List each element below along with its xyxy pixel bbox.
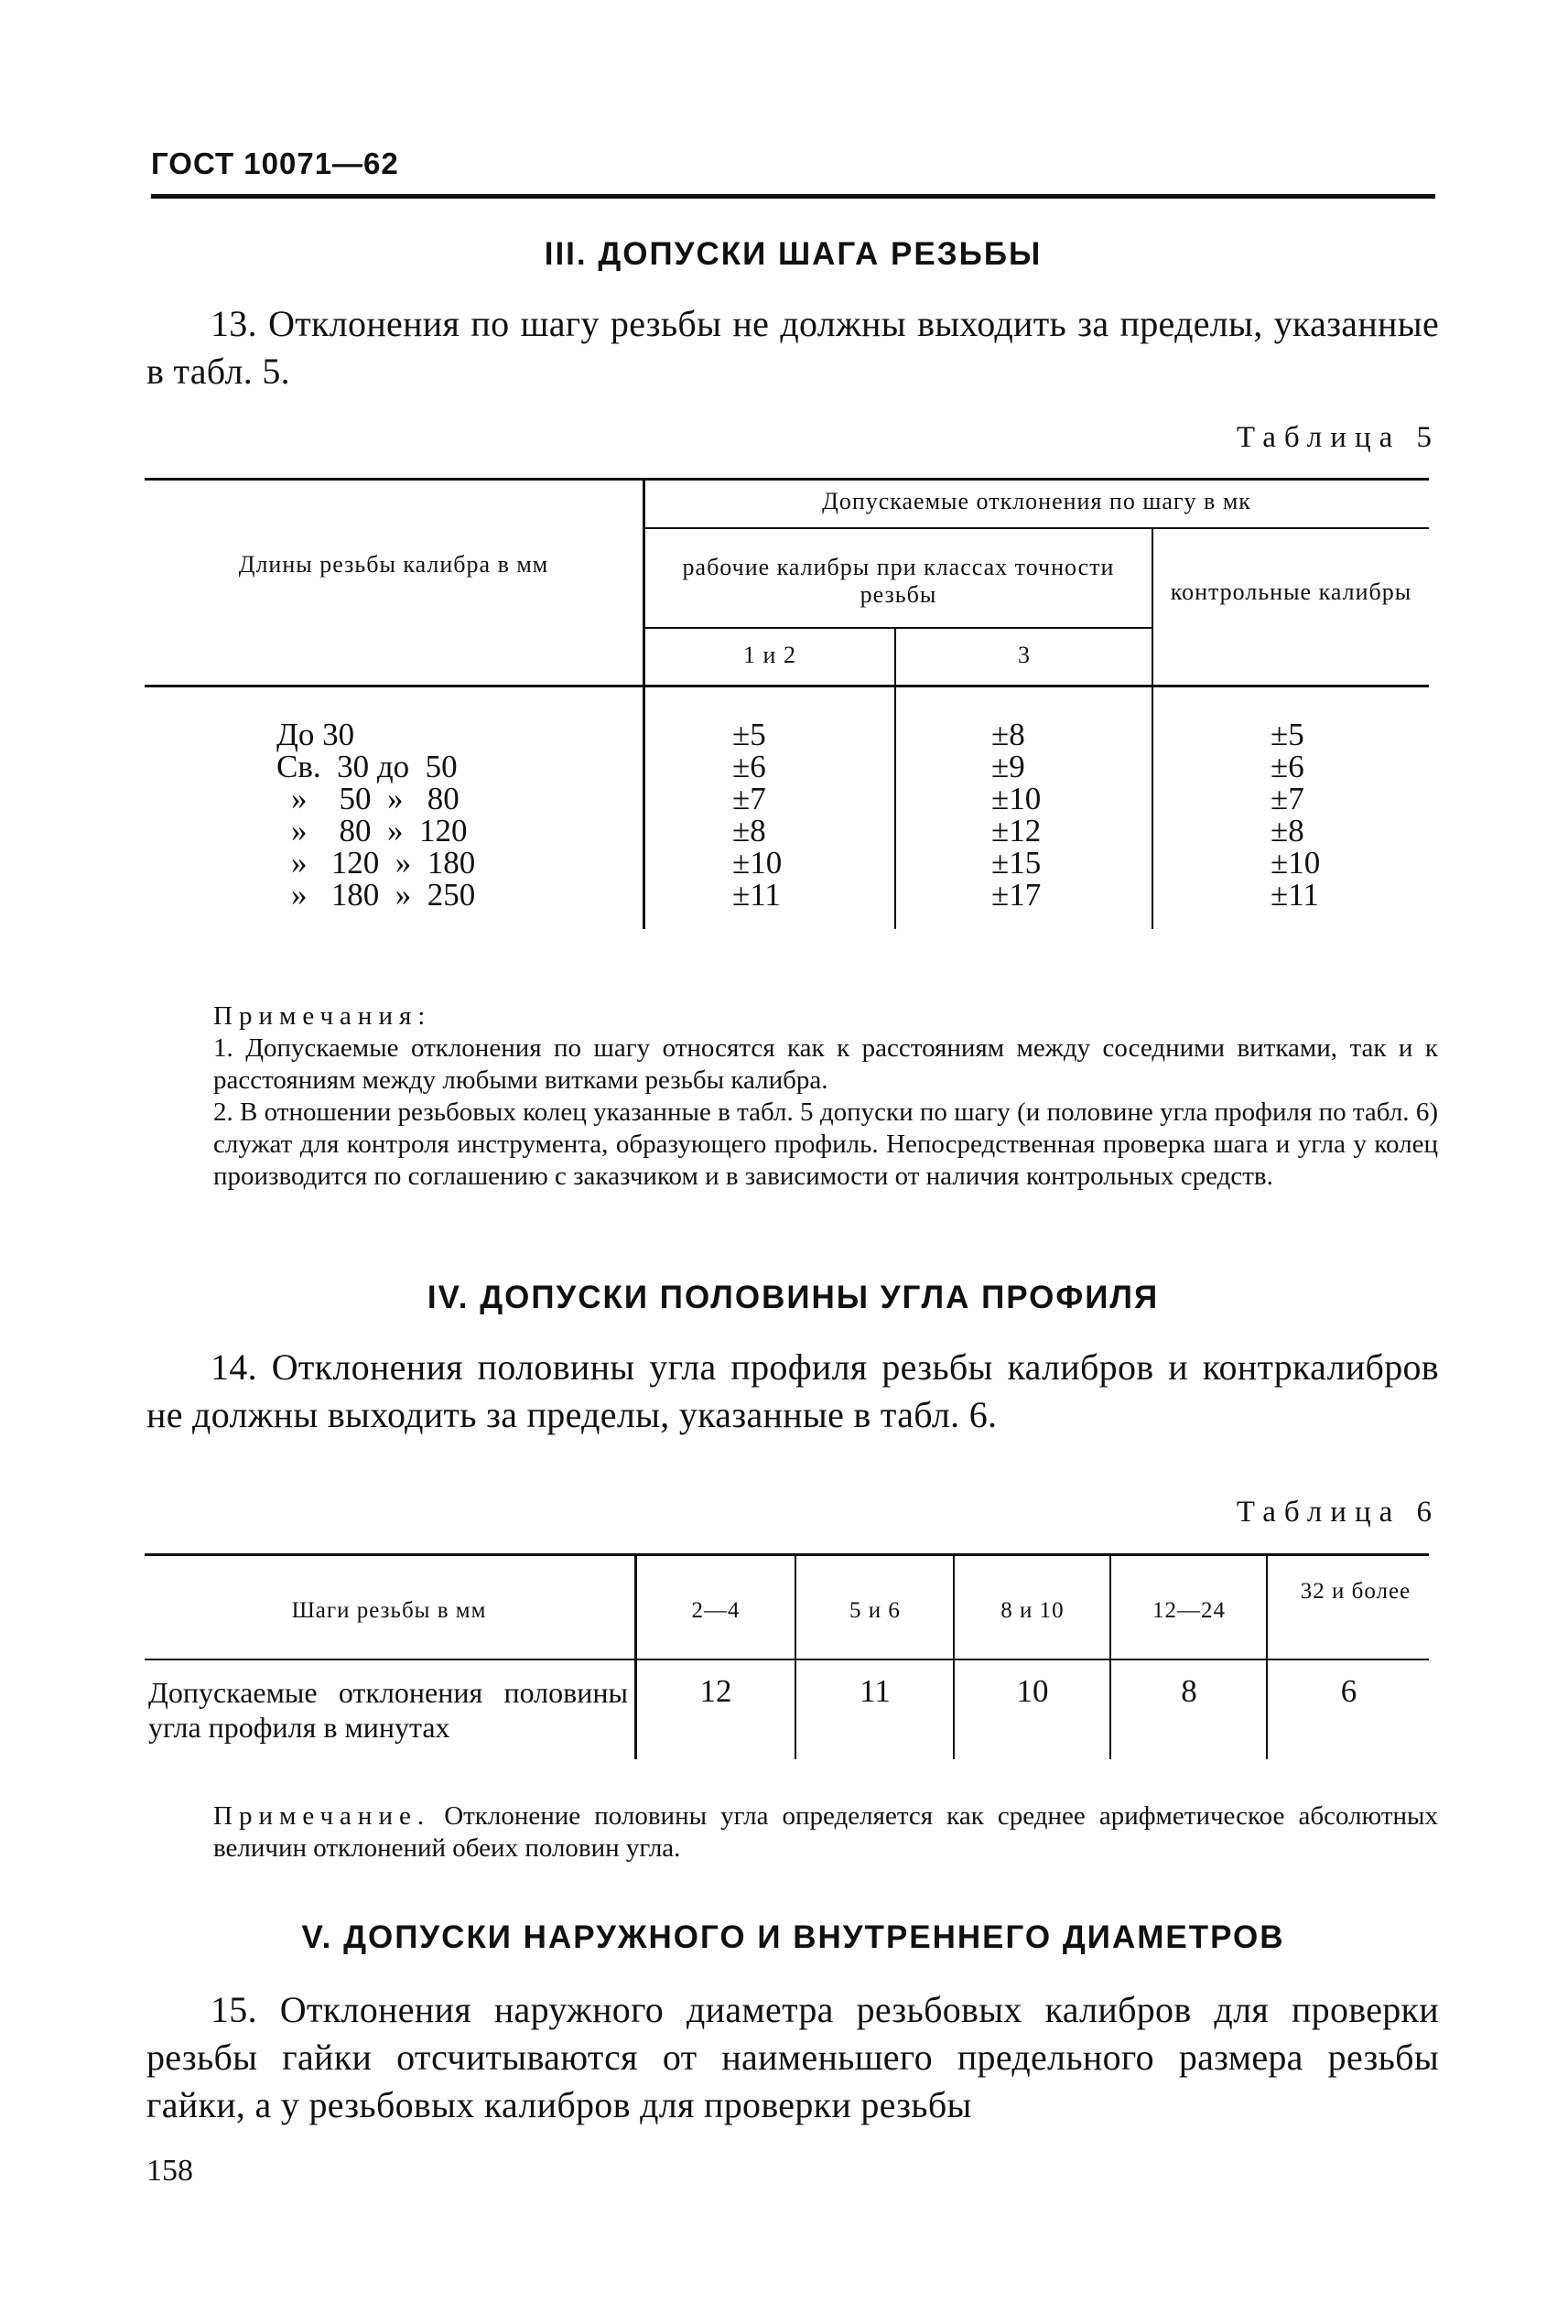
table-6-value: 12 <box>699 1673 732 1709</box>
table-6-divider <box>795 1556 796 1759</box>
note-heading: Примечание. <box>213 1801 431 1831</box>
table-5-length: » 120 » 180 <box>291 845 476 881</box>
table-5-cell: ±8 <box>1271 813 1304 849</box>
document-id: ГОСТ 10071—62 <box>151 146 399 180</box>
table-5-cell: ±11 <box>732 877 781 913</box>
table-5-top-rule <box>145 478 1429 481</box>
page-number: 158 <box>146 2154 193 2188</box>
table-6-divider <box>1266 1556 1268 1759</box>
table-6-step: 8 и 10 <box>1000 1598 1065 1623</box>
table-5-length: » 50 » 80 <box>291 781 460 816</box>
note-2: 2. В отношении резьбовых колец указанные в табл. 5 допуски по шагу (и половине угла профиля по табл. 6) служат для контроля инструмента, образующего профиль. Непосредственная проверка шага и угла у колец производится по соглашению с заказчиком и в зависимости от наличия контрольных средств. <box>213 1097 1438 1191</box>
table-5-notes <box>213 1000 1438 1193</box>
table-5-cell: ±10 <box>991 781 1042 816</box>
table-5-length: До 30 <box>276 717 355 752</box>
paragraph-13 <box>146 300 1439 395</box>
table-6-step: 12—24 <box>1152 1598 1226 1623</box>
table-5-caption: Таблица 5 <box>1236 421 1440 454</box>
table-5-cell: ±8 <box>991 717 1025 752</box>
paragraph-14-text: 14. Отклонения половины угла профиля резьбы калибров и контркалибров не должны выходить за пределы, указанные в табл. 6. <box>146 1346 1439 1435</box>
table-6-value: 11 <box>860 1673 891 1709</box>
paragraph-13-text: 13. Отклонения по шагу резьбы не должны выходить за пределы, указанные в табл. 5. <box>146 303 1439 392</box>
paragraph-15 <box>146 1986 1439 2129</box>
paragraph-15-text: 15. Отклонения наружного диаметра резьбовых калибров для проверки резьбы гайки отсчитываются от наименьшего предельного размера резьбы гайки, а у резьбовых калибров для проверки резьбы <box>146 1989 1439 2125</box>
table-5-length: » 80 » 120 <box>291 813 468 849</box>
table-6-step: 5 и 6 <box>849 1598 901 1623</box>
table-5-header-length: Длины резьбы калибра в мм <box>238 551 549 578</box>
table-5-header-group: Допускаемые отклонения по шагу в мк <box>822 488 1251 514</box>
table-5-class-rule <box>643 627 1153 629</box>
table-5-cell: ±9 <box>991 749 1025 784</box>
table-5-header-control: контрольные калибры <box>1170 578 1412 605</box>
table-5-header-working: рабочие калибры при классах точности резьбы <box>682 554 1115 608</box>
table-5-cell: ±6 <box>1271 749 1304 784</box>
notes-heading: Примечания: <box>213 1001 432 1031</box>
table-5-cell: ±10 <box>1271 845 1321 881</box>
header-rule <box>151 194 1435 199</box>
section-4-title: IV. ДОПУСКИ ПОЛОВИНЫ УГЛА ПРОФИЛЯ <box>427 1280 1160 1315</box>
table-6-caption: Таблица 6 <box>1236 1496 1440 1529</box>
table-5-cell: ±8 <box>732 813 766 849</box>
table-5-header-class-3: 3 <box>1018 642 1031 668</box>
section-3-title: III. ДОПУСКИ ШАГА РЕЗЬБЫ <box>544 236 1043 272</box>
table-6-step: 2—4 <box>691 1598 741 1623</box>
table-5-cell: ±5 <box>732 717 766 752</box>
table-6-value: 10 <box>1016 1673 1049 1709</box>
table-6-step: 32 и более <box>1300 1579 1411 1604</box>
paragraph-14 <box>146 1344 1439 1439</box>
table-5-divider <box>1152 529 1153 929</box>
table-6-divider <box>1109 1556 1111 1759</box>
table-5-cell: ±6 <box>732 749 766 784</box>
note-text: Отклонение половины угла определяется как среднее арифметическое абсолютных величин отклонений обеих половин угла. <box>213 1801 1438 1863</box>
table-6-divider <box>634 1556 637 1759</box>
section-5-title: V. ДОПУСКИ НАРУЖНОГО И ВНУТРЕННЕГО ДИАМЕТРОВ <box>301 1919 1285 1955</box>
table-5-cell: ±7 <box>732 781 766 816</box>
table-5-cell: ±5 <box>1271 717 1304 752</box>
table-5-cell: ±7 <box>1271 781 1304 816</box>
table-5-divider <box>894 629 896 929</box>
table-6-row-1-label: Шаги резьбы в мм <box>291 1598 487 1623</box>
table-6-value: 6 <box>1340 1673 1357 1709</box>
table-5-group-rule <box>643 527 1429 529</box>
table-5-divider <box>643 481 645 929</box>
table-6-row-rule <box>145 1659 1429 1660</box>
table-6-top-rule <box>145 1553 1429 1556</box>
table-6-row-2-label: Допускаемые отклонения половины угла профиля в минутах <box>148 1676 628 1744</box>
table-5-cell: ±12 <box>991 813 1042 849</box>
table-5-header-rule <box>145 685 1429 687</box>
table-5-length: Св. 30 до 50 <box>276 749 458 784</box>
table-6-note <box>213 1800 1438 1865</box>
table-5-length: » 180 » 250 <box>291 877 476 913</box>
table-5-cell: ±17 <box>991 877 1042 913</box>
table-5-cell: ±15 <box>991 845 1042 881</box>
table-5-cell: ±11 <box>1271 877 1319 913</box>
table-5-cell: ±10 <box>732 845 783 881</box>
table-6-value: 8 <box>1181 1673 1197 1709</box>
note-1: 1. Допускаемые отклонения по шагу относятся как к расстояниям между соседними витками, так и к расстояниям между любыми витками резьбы калибра. <box>213 1033 1438 1095</box>
table-5-header-class-1-2: 1 и 2 <box>743 642 796 668</box>
table-6-divider <box>953 1556 955 1759</box>
